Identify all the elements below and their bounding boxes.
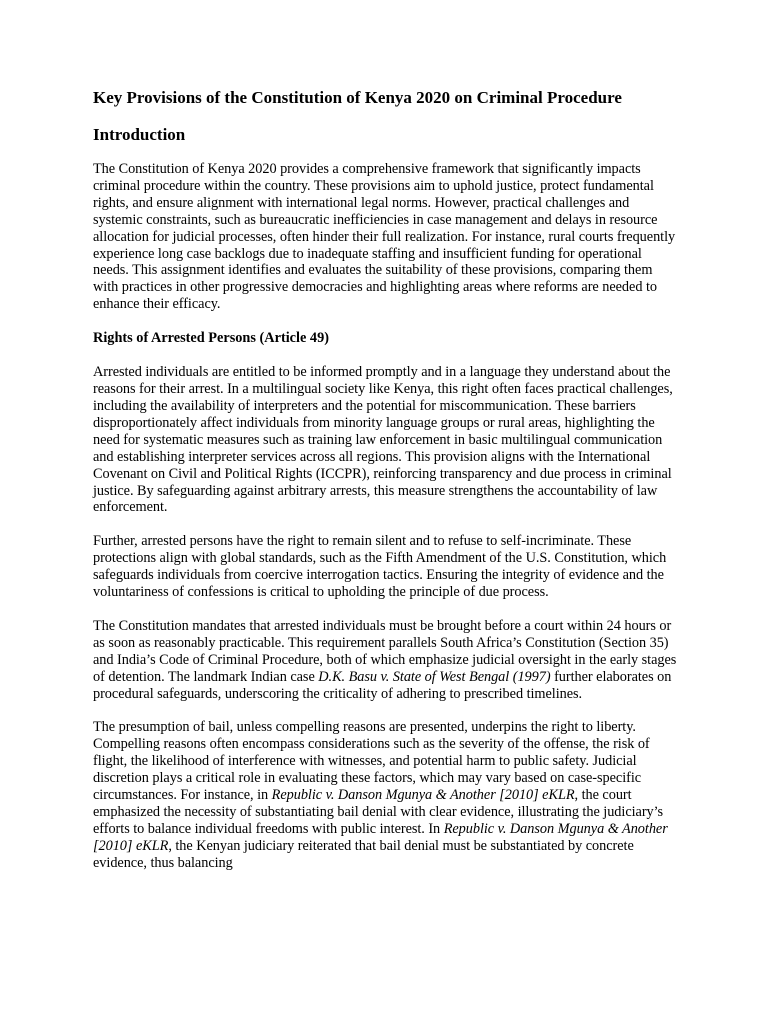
case-citation-danson-mgunya: Republic v. Danson Mgunya & Another [2010] eKLR	[93, 820, 668, 854]
case-citation-danson-mgunya: Republic v. Danson Mgunya & Another [2010] eKLR	[271, 787, 575, 804]
arrested-persons-paragraph-1: Arrested individuals are entitled to be informed promptly and in a language they understand about the reasons for their arrest. In a multilingual society like Kenya, this right often faces practical challenges, including the availability of interpreters and the potential for miscommunication. These barriers disproportionately affect individuals from minority language groups or rural areas, highlighting the need for systematic measures such as training law enforcement in basic multilingual communication and establishing interpreter services across all regions. This provision aligns with the International Covenant on Civil and Political Rights (ICCPR), reinforcing transparency and due process in criminal justice. By safeguarding against arbitrary arrests, this measure strengthens the accountability of law enforcement.	[93, 364, 673, 516]
paragraph-text: The Constitution mandates that arrested individuals must be brought before a court within 24 hours or as soon as reasonably practicable. This requirement parallels South Africa’s Constitution (Section 35) and India’s Code of Criminal Procedure, both of which emphasize judicial oversight in the early stages of detention. The landmark Indian case	[93, 617, 677, 685]
paragraph-text: The presumption of bail, unless compelling reasons are presented, underpins the right to liberty. Compelling reasons often encompass considerations such as the severity of the offense, the risk of flight, the likelihood of interference with witnesses, and potential harm to public safety. Judicial discretion plays a critical role in evaluating these factors, which may vary based on case-specific circumstances. For instance, in	[93, 719, 650, 804]
introduction-heading: Introduction	[93, 125, 186, 144]
case-citation-dk-basu: D.K. Basu v. State of West Bengal (1997)	[318, 668, 551, 685]
paragraph-text: further elaborates on procedural safeguards, underscoring the criticality of adhering to prescribed timelines.	[93, 668, 672, 702]
paragraph-text: , the Kenyan judiciary reiterated that bail denial must be substantiated by concrete evidence, thus balancing	[93, 837, 634, 871]
arrested-persons-paragraph-4	[93, 719, 679, 871]
document-title: Key Provisions of the Constitution of Kenya 2020 on Criminal Procedure	[93, 88, 622, 107]
arrested-persons-paragraph-3	[93, 618, 679, 703]
introduction-paragraph: The Constitution of Kenya 2020 provides a comprehensive framework that significantly impacts criminal procedure within the country. These provisions aim to uphold justice, protect fundamental rights, and ensure alignment with international legal norms. However, practical challenges and systemic constraints, such as bureaucratic inefficiencies in case management and delays in resource allocation for judicial processes, often hinder their full realization. For instance, rural courts frequently experience long case backlogs due to inadequate staffing and insufficient funding for operational needs. This assignment identifies and evaluates the suitability of these provisions, comparing them with practices in other progressive democracies and highlighting areas where reforms are needed to enhance their efficacy.	[93, 161, 676, 313]
arrested-persons-paragraph-2: Further, arrested persons have the right to remain silent and to refuse to self-incriminate. These protections align with global standards, such as the Fifth Amendment of the U.S. Constitution, which safeguards individuals from coercive interrogation tactics. Ensuring the integrity of evidence and the voluntariness of confessions is critical to upholding the principle of due process.	[93, 533, 667, 601]
document-page	[93, 88, 679, 872]
paragraph-text: , the court emphasized the necessity of substantiating bail denial with clear evidence, illustrating the judiciary’s efforts to balance individual freedoms with public interest. In	[93, 787, 664, 837]
arrested-persons-heading: Rights of Arrested Persons (Article 49)	[93, 330, 329, 347]
